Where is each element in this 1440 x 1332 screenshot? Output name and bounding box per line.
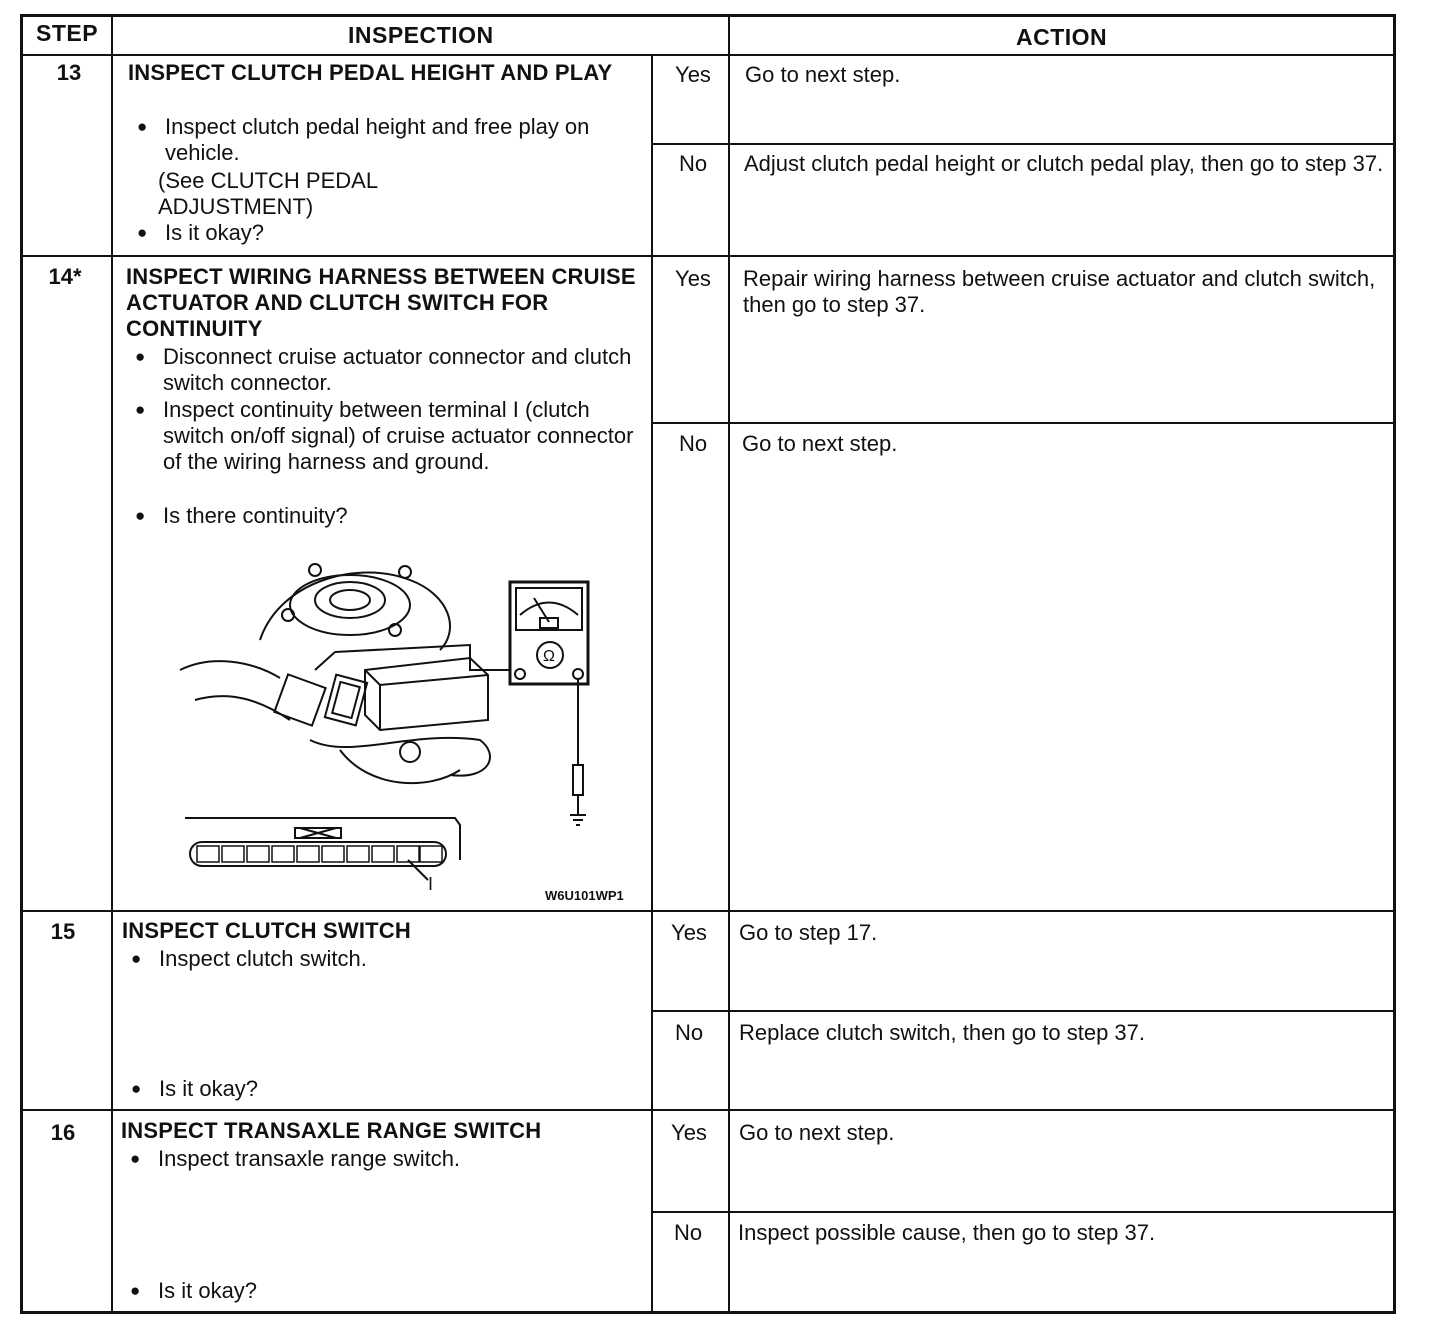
inspection-bullet: ● Inspect clutch pedal height and free play on vehicle. [127, 114, 665, 166]
step-number: 13 [56, 60, 82, 85]
inspection-bullet: ● Inspect continuity between terminal I (clutch switch on/off signal) of cruise actuator connector of the wiring harness and ground. [125, 397, 653, 475]
no-label: No [678, 151, 708, 176]
inspection-bullet: ● Inspect transaxle range switch. [120, 1146, 658, 1172]
inspection-bullet: ● Disconnect cruise actuator connector and clutch switch connector. [125, 344, 663, 396]
action-no: Go to next step. [742, 431, 898, 456]
row13-divider [21, 255, 1395, 257]
row15-divider [21, 1109, 1395, 1111]
col-divider-action [728, 16, 730, 1312]
inspection-title: INSPECT TRANSAXLE RANGE SWITCH [121, 1118, 542, 1143]
action-yes: Repair wiring harness between cruise actuator and clutch switch, then go to step 37. [743, 266, 1376, 317]
step-number: 14* [48, 264, 82, 289]
header-step: STEP [36, 20, 99, 46]
inspection-title: INSPECT CLUTCH SWITCH [122, 918, 411, 943]
row13-yesno-divider [651, 143, 1395, 145]
no-label: No [678, 431, 708, 456]
col-divider-step [111, 16, 113, 1312]
row16-yesno-divider [651, 1211, 1395, 1213]
inspection-title: INSPECT WIRING HARNESS BETWEEN CRUISE ACTUATOR AND CLUTCH SWITCH FOR CONTINUITY [126, 264, 636, 341]
no-label: No [674, 1020, 704, 1045]
inspection-bullet: ● Inspect clutch switch. [121, 946, 659, 972]
header-inspection: INSPECTION [348, 22, 494, 48]
header-divider [21, 54, 1395, 56]
step-number: 16 [50, 1120, 76, 1145]
ohm-symbol: Ω [543, 648, 555, 665]
action-no: Adjust clutch pedal height or clutch pedal play, then go to step 37. [744, 151, 1384, 176]
row14-divider [21, 910, 1395, 912]
yes-label: Yes [675, 266, 711, 291]
inspection-bullet: ● Is it okay? [121, 1076, 659, 1102]
yes-label: Yes [671, 1120, 707, 1145]
step-number: 15 [50, 919, 76, 944]
header-action: ACTION [1016, 24, 1108, 50]
action-no: Inspect possible cause, then go to step 37. [738, 1220, 1156, 1245]
row15-yesno-divider [651, 1010, 1395, 1012]
yes-label: Yes [671, 920, 707, 945]
inspection-bullet: ● Is there continuity? [125, 503, 643, 529]
terminal-label: I [428, 874, 434, 894]
action-yes: Go to step 17. [739, 920, 878, 945]
action-yes: Go to next step. [745, 62, 901, 87]
inspection-title: INSPECT CLUTCH PEDAL HEIGHT AND PLAY [128, 60, 613, 85]
action-yes: Go to next step. [739, 1120, 895, 1145]
row14-yesno-divider [651, 422, 1395, 424]
inspection-bullet: ● Is it okay? [127, 220, 645, 246]
inspection-reference: (See CLUTCH PEDAL ADJUSTMENT) [158, 168, 378, 219]
no-label: No [673, 1220, 703, 1245]
inspection-bullet: ● Is it okay? [120, 1278, 658, 1304]
yes-label: Yes [675, 62, 711, 87]
continuity-test-illustration [150, 560, 650, 900]
action-no: Replace clutch switch, then go to step 37. [739, 1020, 1146, 1045]
figure-caption: W6U101WP1 [545, 888, 624, 900]
